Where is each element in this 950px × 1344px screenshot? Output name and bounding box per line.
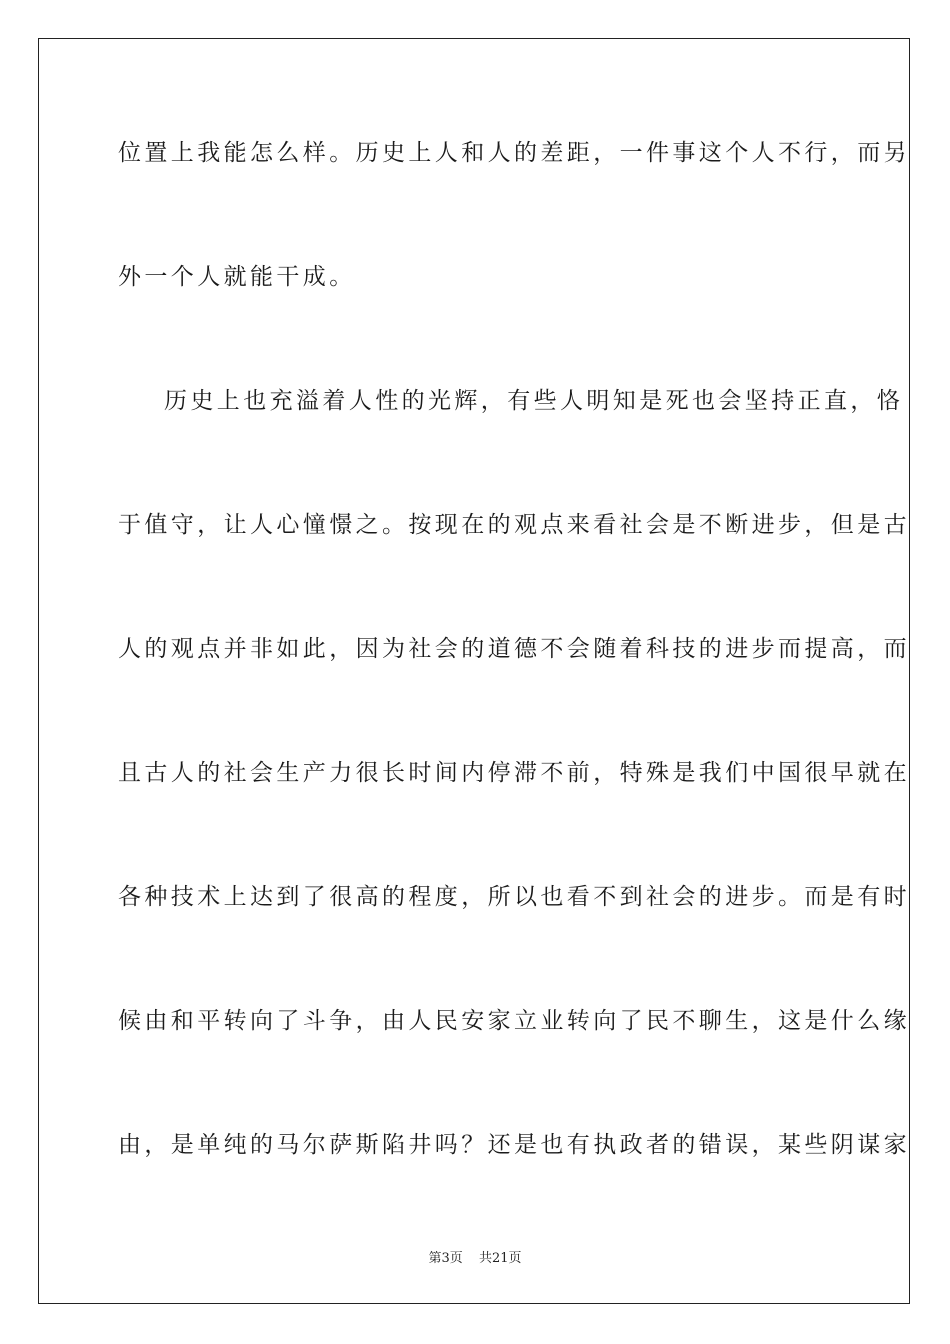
text-line: 人的观点并非如此，因为社会的道德不会随着科技的进步而提高，而 (118, 636, 910, 662)
text-line: 位置上我能怎么样。历史上人和人的差距，一件事这个人不行，而另 (118, 140, 910, 166)
text-line: 各种技术上达到了很高的程度，所以也看不到社会的进步。而是有时 (118, 884, 910, 910)
page-number: 第3页 (428, 1251, 463, 1266)
text-line: 且古人的社会生产力很长时间内停滞不前，特殊是我们中国很早就在 (118, 760, 910, 786)
paragraph-start-line: 历史上也充溢着人性的光辉，有些人明知是死也会坚持正直，恪 (164, 388, 904, 414)
page-frame (38, 38, 910, 1304)
page-total: 共21页 (478, 1251, 522, 1266)
page-footer (0, 1247, 950, 1266)
text-line: 外一个人就能干成。 (118, 264, 356, 290)
text-line: 于值守，让人心憧憬之。按现在的观点来看社会是不断进步，但是古 (118, 512, 910, 538)
text-line: 由，是单纯的马尔萨斯陷井吗？还是也有执政者的错误，某些阴谋家 (118, 1132, 910, 1158)
text-line: 候由和平转向了斗争，由人民安家立业转向了民不聊生，这是什么缘 (118, 1008, 910, 1034)
